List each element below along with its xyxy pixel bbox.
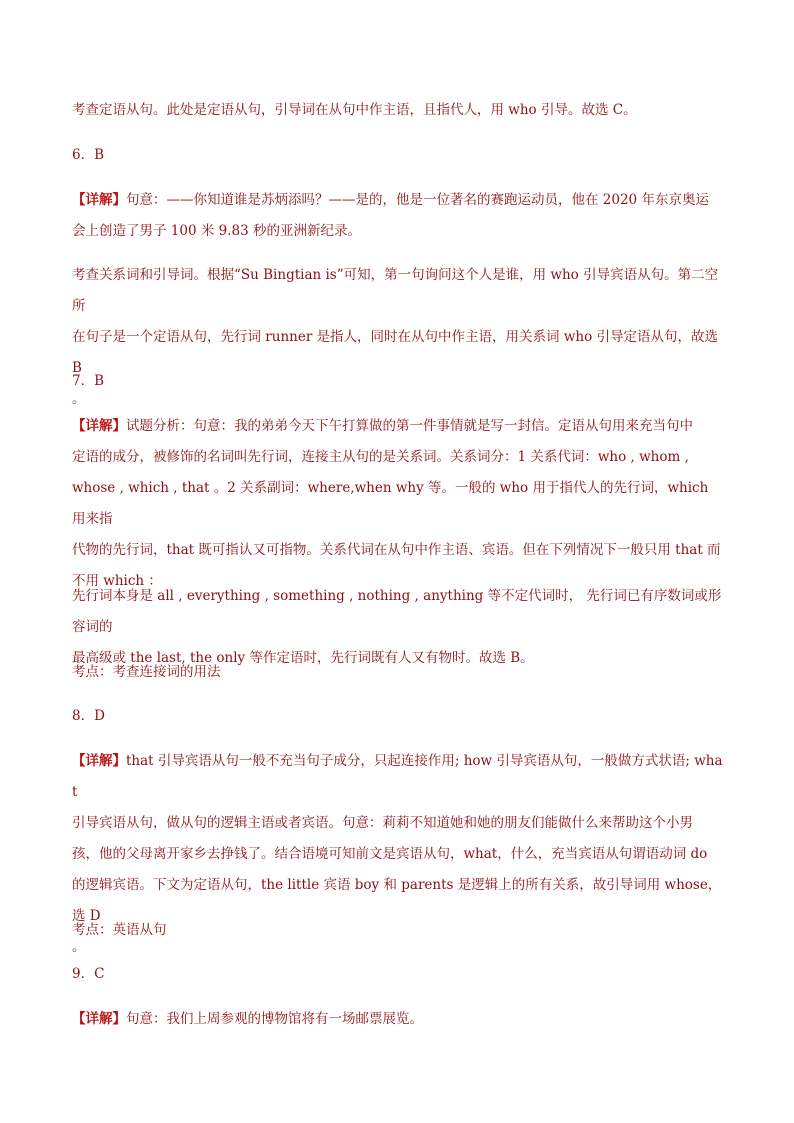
detail-tag: 【详解】 <box>72 753 126 769</box>
q9-line-1: 句意：我们上周参观的博物馆将有一场邮票展览。 <box>126 1011 423 1027</box>
paragraph-q6-meaning <box>72 185 724 247</box>
q8-line-3: 孩，他的父母离开家乡去挣钱了。结合语境可知前文是宾语从句，what，什么，充当宾语从句谓语动词 do <box>72 846 708 862</box>
answer-q6: 6．B <box>72 147 105 163</box>
q8-line-2: 引导宾语从句，做从句的逻辑主语或者宾语。句意：莉莉不知道她和她的朋友们能做什么来帮助这个小男 <box>72 815 693 831</box>
q6-expl-line-2: 在句子是一个定语从句，先行词 runner 是指人，同时在从句中作主语，用关系词 who 引导定语从句，故选 B <box>72 329 719 376</box>
q6-line-2: 会上创造了男子 100 米 9.83 秒的亚洲新纪录。 <box>72 223 361 239</box>
q7-expl-line-2: 最高级或 the last, the only 等作定语时，先行词既有人又有物时。故选 B。 <box>72 650 534 666</box>
paragraph-q7-detail <box>72 411 724 597</box>
answer-q7: 7．B <box>72 373 105 389</box>
q7-line-3: whose , which , that 。2 关系副词：where,when why 等。一般的 who 用于指代人的先行词，which 用来指 <box>72 480 709 527</box>
q7-line-2: 定语的成分，被修饰的名词叫先行词，连接主从句的是关系词。关系词分：1 关系代词：who , whom , <box>72 449 689 465</box>
q8-line-1: that 引导宾语从句一般不充当句子成分，只起连接作用; how 引导宾语从句，一般做方式状语; what <box>72 753 723 800</box>
q8-key-point: 考点：英语从句 <box>72 922 167 938</box>
detail-tag: 【详解】 <box>72 1011 126 1027</box>
q6-expl-line-1: 考查关系词和引导词。根据“Su Bingtian is”可知，第一句询问这个人是谁，用 who 引导宾语从句。第二空所 <box>72 267 719 314</box>
q7-key-point: 考点：考查连接词的用法 <box>72 664 221 680</box>
answer-q8: 8．D <box>72 708 105 724</box>
paragraph-q5-explanation: 考查定语从句。此处是定语从句，引导词在从句中作主语，且指代人，用 who 引导。故选 C。 <box>72 102 637 118</box>
q7-expl-line-1: 先行词本身是 all , everything , something , nothing , anything 等不定代词时， 先行词已有序数词或形容词的 <box>72 588 722 635</box>
q7-line-5: 不用 which ： <box>72 573 162 589</box>
q7-line-4: 代物的先行词，that 既可指认又可指物。关系代词在从句中作主语、宾语。但在下列情况下一般只用 that 而 <box>72 542 721 558</box>
q7-line-1: 试题分析：句意：我的弟弟今天下午打算做的第一件事情就是写一封信。定语从句用来充当句中 <box>126 418 693 434</box>
answer-q9: 9．C <box>72 966 105 982</box>
q6-expl-line-3: 。 <box>72 391 86 407</box>
q8-line-4: 的逻辑宾语。下文为定语从句，the little 宾语 boy 和 parents 是逻辑上的所有关系，故引导词用 whose，选 D <box>72 877 722 924</box>
detail-tag: 【详解】 <box>72 418 126 434</box>
q6-line-1: 句意：——你知道谁是苏炳添吗？——是的，他是一位著名的赛跑运动员，他在 2020 年东京奥运 <box>126 192 709 208</box>
q8-line-5: 。 <box>72 939 86 955</box>
detail-tag: 【详解】 <box>72 192 126 208</box>
paragraph-q9-detail <box>72 1004 724 1035</box>
